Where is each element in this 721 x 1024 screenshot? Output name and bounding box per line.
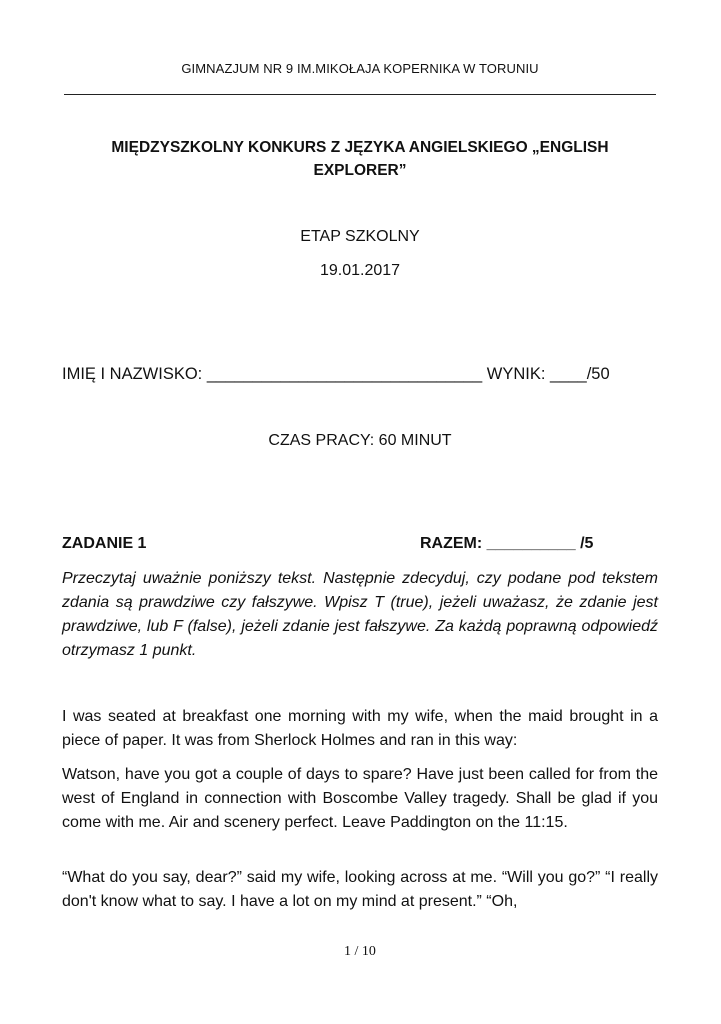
contest-title [64, 136, 656, 182]
task-instruction: Przeczytaj uważnie poniższy tekst. Następnie zdecyduj, czy podane pod tekstem zdania są prawdziwe czy fałszywe. Wpisz T (true), jeżeli uważasz, że zdanie jest prawdziwe, lub F (false), jeżeli zdanie jest fałszywe. Za każdą poprawną odpowiedź otrzymasz 1 punkt. [62, 570, 658, 659]
school-header: GIMNAZJUM NR 9 IM.MIKOŁAJA KOPERNIKA W TORUNIU [181, 61, 539, 76]
task-title: ZADANIE 1 [62, 535, 147, 552]
score-label: WYNIK: [486, 365, 546, 383]
name-blank: ______________________________ [206, 365, 483, 383]
exam-date: 19.01.2017 [319, 262, 401, 279]
page-number: 1 / 10 [344, 944, 376, 959]
time-limit: CZAS PRACY: 60 MINUT [268, 432, 452, 449]
text-paragraph-2: Watson, have you got a couple of days to spare? Have just been called for from the west of England in connection with Boscombe Valley tragedy. Shall be glad if you come with me. Air and scenery perfect. Leave Paddington on the 11:15. [62, 766, 658, 831]
student-info-line [62, 365, 610, 384]
score-blank: ____/50 [550, 365, 610, 383]
contest-title-line-2: EXPLORER” [313, 162, 407, 179]
header-divider [64, 94, 656, 95]
stage-label: ETAP SZKOLNY [300, 228, 420, 245]
contest-title-line-1: MIĘDZYSZKOLNY KONKURS Z JĘZYKA ANGIELSKIEGO „ENGLISH [111, 139, 609, 156]
name-label: IMIĘ I NAZWISKO: [62, 365, 203, 383]
text-paragraph-3: “What do you say, dear?” said my wife, looking across at me. “Will you go?” “I really don't know what to say. I have a lot on my mind at present.” “Oh, [62, 869, 658, 910]
task-total: RAZEM: __________ /5 [420, 535, 594, 552]
text-paragraph-1: I was seated at breakfast one morning with my wife, when the maid brought in a piece of paper. It was from Sherlock Holmes and ran in this way: [62, 708, 658, 749]
